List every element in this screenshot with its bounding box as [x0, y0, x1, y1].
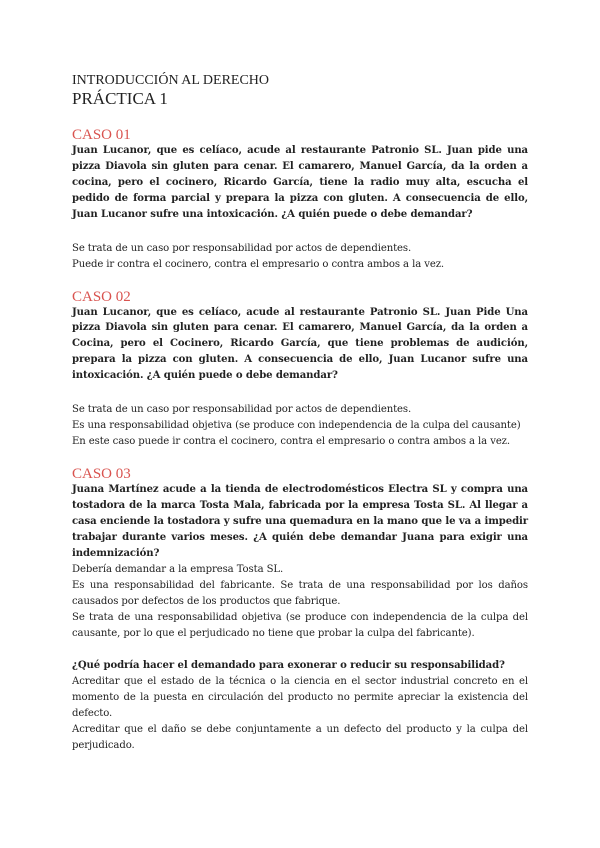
case-heading: CASO 01 [72, 127, 131, 143]
case-heading: CASO 02 [72, 288, 131, 305]
case-statement: Juan Lucanor, que es celíaco, acude al restaurante Patronio SL. Juan pide una pizza Diavola sin gluten para cenar. El camarero, Manuel García, da la orden a cocina, pero el cocinero, Ricardo García, tiene la radio muy alta, escucha el pedido de forma parcial y prepara la pizza con gluten. A consecuencia de ello, Juan Lucanor sufre una intoxicación. ¿A quién puede o debe demandar? [72, 145, 528, 220]
document-page [72, 72, 528, 754]
answer-line: Es una responsabilidad del fabricante. Se trata de una responsabilidad por los daños causados por defectos de los productos que fabrique. [72, 579, 528, 607]
case-03 [72, 466, 528, 754]
followup-question: ¿Qué podría hacer el demandado para exonerar o reducir su responsabilidad? [72, 659, 505, 671]
practice-title: PRÁCTICA 1 [72, 89, 168, 108]
followup-answers [72, 674, 528, 754]
case-answers [72, 562, 528, 642]
course-title: INTRODUCCIÓN AL DERECHO [72, 73, 270, 88]
answer-line: En este caso puede ir contra el cocinero, contra el empresario o contra ambos a la vez. [72, 436, 511, 448]
case-heading: CASO 03 [72, 466, 131, 483]
case-statement: Juana Martínez acude a la tienda de electrodomésticos Electra SL y compra una tostadora de la marca Tosta Mala, fabricada por la empresa Tosta SL. Al llegar a casa enciende la tostadora y sufre una quemadura en la mano que le va a impedir trabajar durante varios meses. ¿A quién debe demandar Juana para exigir una indemnización? [72, 484, 528, 559]
case-answers [72, 402, 528, 450]
case-answers [72, 241, 528, 273]
answer-line: Se trata de un caso por responsabilidad por actos de dependientes. [72, 242, 412, 254]
case-01 [72, 127, 528, 273]
answer-line: Se trata de una responsabilidad objetiva (se produce con independencia de la culpa del causante, por lo que el perjudicado no tiene que probar la culpa del fabricante). [72, 611, 528, 639]
answer-line: Se trata de un caso por responsabilidad por actos de dependientes. [72, 404, 412, 416]
case-02 [72, 289, 528, 451]
case-statement: Juan Lucanor, que es celíaco, acude al restaurante Patronio SL. Juan Pide Una pizza Diavola sin gluten para cenar. El camarero, Manuel García, da la orden a Cocina, pero el Cocinero, Ricardo García, que tiene problemas de audición, prepara la pizza con gluten. A consecuencia de ello, Juan Lucanor sufre una intoxicación. ¿A quién puede o debe demandar? [72, 306, 528, 382]
answer-line: Puede ir contra el cocinero, contra el empresario o contra ambos a la vez. [72, 258, 445, 270]
answer-line: Acreditar que el estado de la técnica o la ciencia en el sector industrial concreto en el momento de la puesta en circulación del producto no permite apreciar la existencia del defecto. [72, 675, 528, 719]
answer-line: Acreditar que el daño se debe conjuntamente a un defecto del producto y la culpa del perjudicado. [72, 723, 528, 751]
answer-line: Debería demandar a la empresa Tosta SL. [72, 563, 284, 575]
answer-line: Es una responsabilidad objetiva (se produce con independencia de la culpa del causante) [72, 420, 521, 432]
